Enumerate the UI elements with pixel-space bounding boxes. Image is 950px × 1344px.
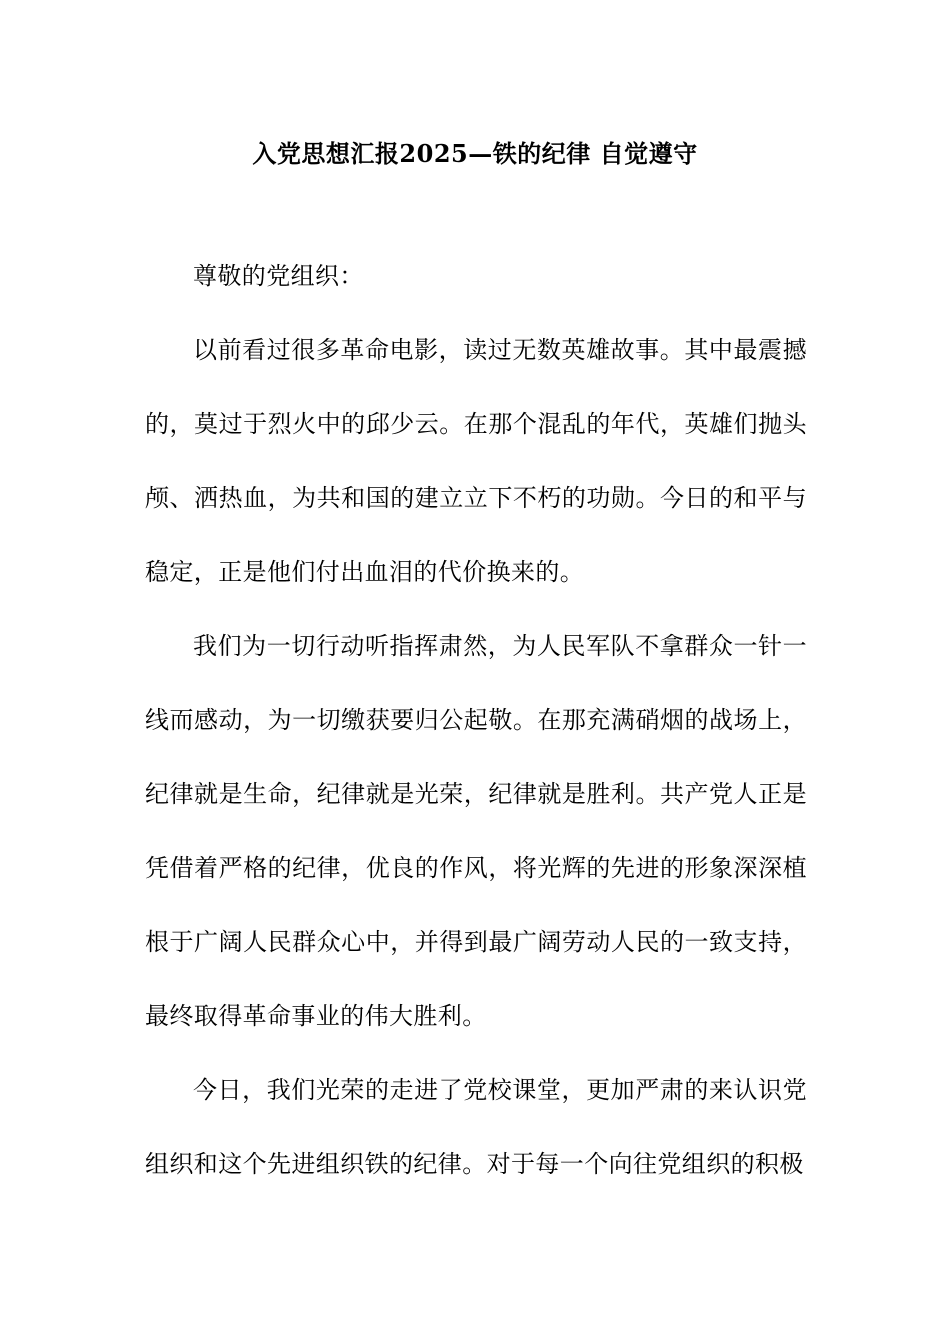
paragraph-1: 以前看过很多革命电影，读过无数英雄故事。其中最震撼的，莫过于烈火中的邱少云。在那个混乱的年代，英雄们抛头颅、洒热血，为共和国的建立立下不朽的功勋。今日的和平与稳定，正是他们付出血泪的代价换来的。 [145,336,807,586]
paragraph-3: 今日，我们光荣的走进了党校课堂，更加严肃的来认识党组织和这个先进组织铁的纪律。对于每一个向往党组织的积极 [145,1076,807,1178]
paragraph-2: 我们为一切行动听指挥肃然，为人民军队不拿群众一针一线而感动，为一切缴获要归公起敬。在那充满硝烟的战场上，纪律就是生命，纪律就是光荣，纪律就是胜利。共产党人正是凭借着严格的纪律，优良的作风，将光辉的先进的形象深深植根于广阔人民群众心中，并得到最广阔劳动人民的一致支持，最终取得革命事业的伟大胜利。 [145,632,807,1030]
document-title: 入党思想汇报2025—铁的纪律 自觉遵守 [252,139,698,168]
document-body [145,239,807,1201]
salutation: 尊敬的党组织： [193,262,364,290]
